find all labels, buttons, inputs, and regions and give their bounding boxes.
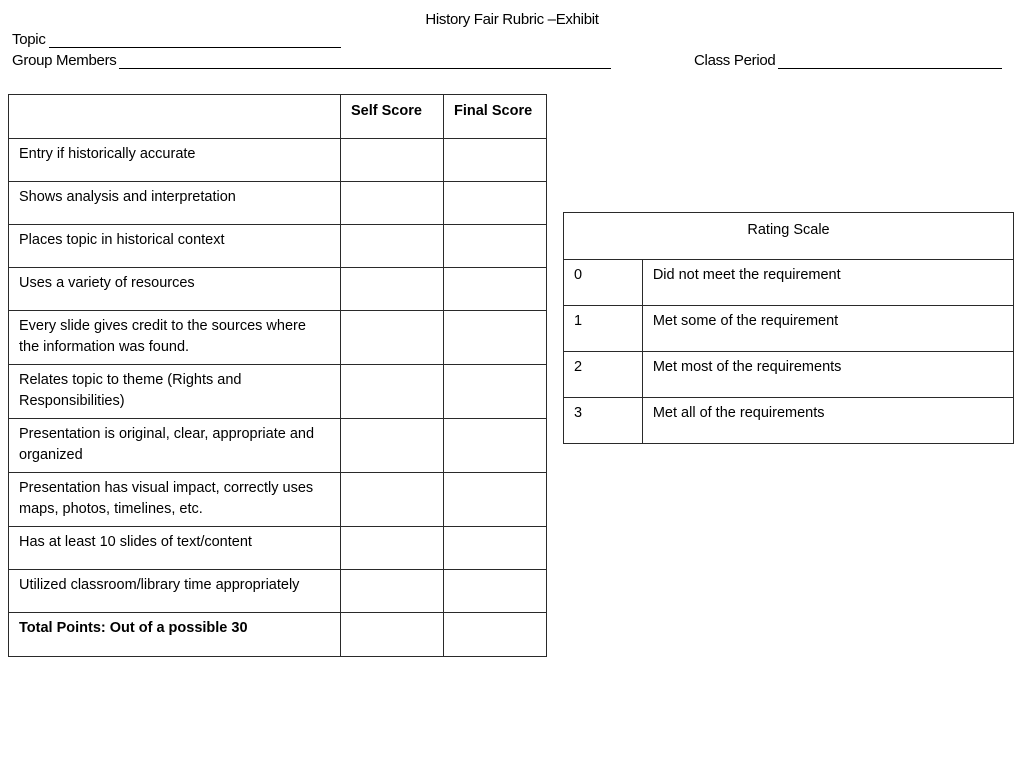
rating-scale-header-row — [564, 213, 1014, 260]
criterion-label: Shows analysis and interpretation — [9, 182, 341, 225]
self-score-total-cell[interactable] — [341, 613, 444, 657]
criteria-column-header — [9, 95, 341, 139]
group-members-label: Group Members — [12, 52, 117, 69]
rubric-row — [9, 473, 547, 527]
final-score-cell[interactable] — [444, 365, 547, 419]
criterion-label: Presentation is original, clear, appropriate and organized — [9, 419, 341, 473]
total-row — [9, 613, 547, 657]
criterion-label: Every slide gives credit to the sources where the information was found. — [9, 311, 341, 365]
rating-score: 1 — [564, 306, 643, 352]
rubric-row — [9, 527, 547, 570]
self-score-cell[interactable] — [341, 182, 444, 225]
topic-blank[interactable] — [49, 33, 341, 48]
final-score-column-header: Final Score — [444, 95, 547, 139]
criterion-label: Uses a variety of resources — [9, 268, 341, 311]
rubric-row — [9, 311, 547, 365]
self-score-cell[interactable] — [341, 139, 444, 182]
final-score-cell[interactable] — [444, 139, 547, 182]
rating-scale-title: Rating Scale — [564, 213, 1014, 260]
group-members-blank[interactable] — [119, 54, 611, 69]
criterion-label: Has at least 10 slides of text/content — [9, 527, 341, 570]
final-score-total-cell[interactable] — [444, 613, 547, 657]
final-score-cell[interactable] — [444, 311, 547, 365]
final-score-cell[interactable] — [444, 570, 547, 613]
rubric-row — [9, 570, 547, 613]
rubric-header-row — [9, 95, 547, 139]
final-score-cell[interactable] — [444, 268, 547, 311]
topic-field[interactable] — [12, 31, 341, 48]
self-score-cell[interactable] — [341, 365, 444, 419]
rating-scale-row — [564, 398, 1014, 444]
rating-score: 0 — [564, 260, 643, 306]
rubric-row — [9, 139, 547, 182]
criterion-label: Entry if historically accurate — [9, 139, 341, 182]
total-points-label: Total Points: Out of a possible 30 — [9, 613, 341, 657]
self-score-cell[interactable] — [341, 419, 444, 473]
final-score-cell[interactable] — [444, 225, 547, 268]
topic-label: Topic — [12, 31, 46, 48]
rubric-row — [9, 419, 547, 473]
self-score-cell[interactable] — [341, 570, 444, 613]
rating-scale-row — [564, 352, 1014, 398]
criterion-label: Utilized classroom/library time appropriately — [9, 570, 341, 613]
page-title: History Fair Rubric –Exhibit — [425, 11, 599, 28]
rating-scale-row — [564, 260, 1014, 306]
class-period-blank[interactable] — [778, 54, 1002, 69]
rating-description: Met some of the requirement — [642, 306, 1013, 352]
self-score-cell[interactable] — [341, 225, 444, 268]
rubric-row — [9, 268, 547, 311]
rating-description: Did not meet the requirement — [642, 260, 1013, 306]
class-period-label: Class Period — [694, 52, 776, 69]
criterion-label: Presentation has visual impact, correctly uses maps, photos, timelines, etc. — [9, 473, 341, 527]
rating-score: 3 — [564, 398, 643, 444]
class-period-field[interactable] — [694, 52, 1002, 69]
rating-scale-row — [564, 306, 1014, 352]
final-score-cell[interactable] — [444, 182, 547, 225]
criterion-label: Places topic in historical context — [9, 225, 341, 268]
final-score-cell[interactable] — [444, 419, 547, 473]
final-score-cell[interactable] — [444, 527, 547, 570]
rating-score: 2 — [564, 352, 643, 398]
self-score-cell[interactable] — [341, 311, 444, 365]
rating-description: Met most of the requirements — [642, 352, 1013, 398]
self-score-column-header: Self Score — [341, 95, 444, 139]
self-score-cell[interactable] — [341, 473, 444, 527]
group-members-field[interactable] — [12, 52, 611, 69]
self-score-cell[interactable] — [341, 527, 444, 570]
rubric-row — [9, 365, 547, 419]
rating-scale-table — [563, 212, 1014, 444]
rubric-table — [8, 94, 547, 657]
self-score-cell[interactable] — [341, 268, 444, 311]
rating-description: Met all of the requirements — [642, 398, 1013, 444]
rubric-row — [9, 225, 547, 268]
criterion-label: Relates topic to theme (Rights and Responsibilities) — [9, 365, 341, 419]
final-score-cell[interactable] — [444, 473, 547, 527]
rubric-row — [9, 182, 547, 225]
